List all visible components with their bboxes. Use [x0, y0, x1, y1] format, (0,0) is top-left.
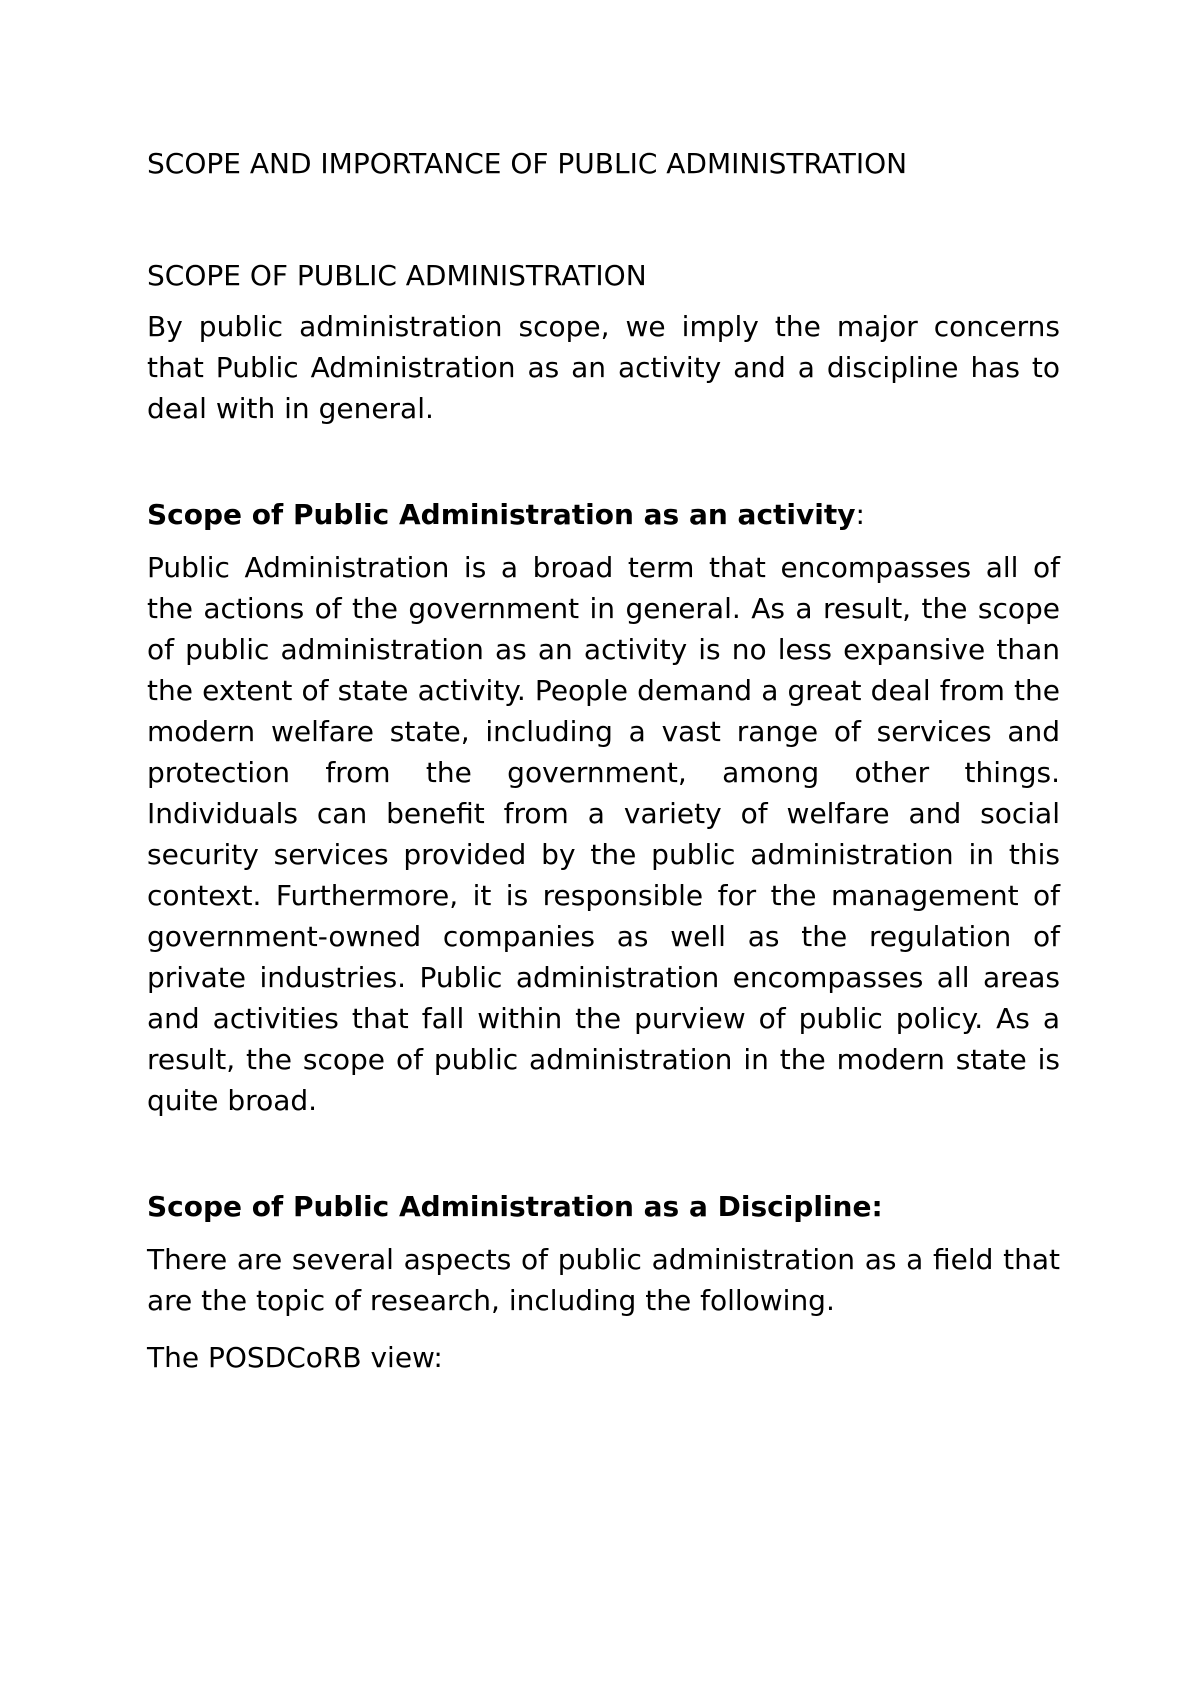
activity-heading-colon: :	[855, 498, 865, 531]
activity-heading-text: Scope of Public Administration as an activity	[147, 498, 856, 531]
activity-paragraph: Public Administration is a broad term that encompasses all of the actions of the government in general. As a result, the scope of public administration as an activity is no less expansive than the extent of state activity. People demand a great deal from the modern welfare state, including a vast range of services and protection from the government, among other things. Individuals can benefit from a variety of welfare and social security services provided by the public administration in this context. Furthermore, it is responsible for the management of government-owned companies as well as the regulation of private industries. Public administration encompasses all areas and activities that fall within the purview of public policy. As a result, the scope of public administration in the modern state is quite broad.	[147, 551, 1060, 1117]
section-label: SCOPE OF PUBLIC ADMINISTRATION	[147, 259, 647, 292]
document-body	[147, 142, 1060, 1378]
activity-heading	[147, 493, 1060, 537]
intro-paragraph: By public administration scope, we imply the major concerns that Public Administration as an activity and a discipline has to deal with in general.	[147, 310, 1060, 425]
discipline-paragraph: There are several aspects of public administration as a field that are the topic of research, including the following.	[147, 1243, 1060, 1317]
discipline-heading: Scope of Public Administration as a Discipline:	[147, 1190, 883, 1223]
document-title: SCOPE AND IMPORTANCE OF PUBLIC ADMINISTRATION	[147, 147, 908, 180]
posdcorb-line: The POSDCoRB view:	[147, 1341, 443, 1374]
